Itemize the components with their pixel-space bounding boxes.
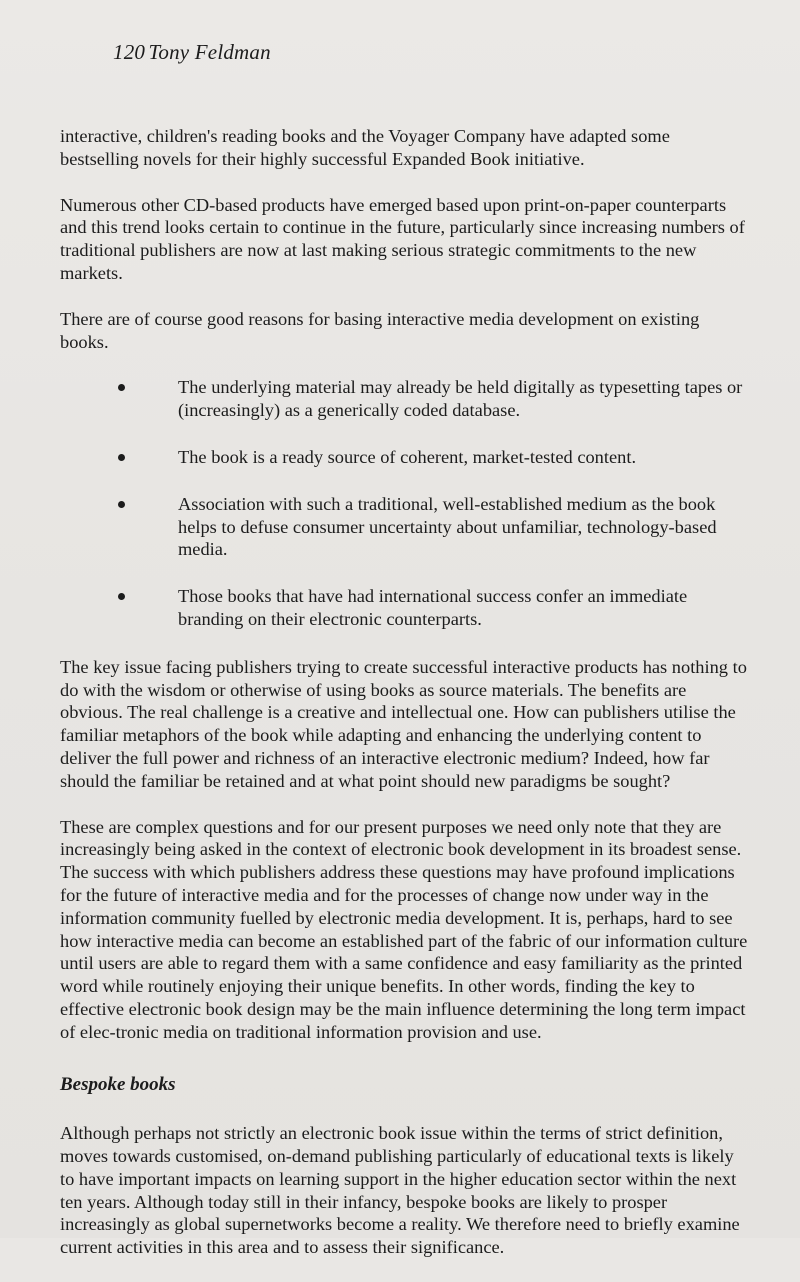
bullet-dot-icon xyxy=(118,454,125,461)
bullet-text: The underlying material may already be held digitally as typesetting tapes or (increasingly) as a generically coded database. xyxy=(178,377,743,421)
bullet-text: Association with such a traditional, well-established medium as the book helps to defuse consumer uncertainty about unfamiliar, technology-based media. xyxy=(178,493,717,560)
bullet-text: The book is a ready source of coherent, market-tested content. xyxy=(178,446,637,467)
paragraph: Numerous other CD-based products have emerged based upon print-on-paper counterparts and this trend looks certain to continue in the future, particularly since increasing numbers of traditional publishers are now at last making serious strategic commitments to the new markets. xyxy=(60,194,745,283)
paragraph: The key issue facing publishers trying to create successful interactive products has nothing to do with the wisdom or otherwise of using books as source materials. The benefits are obvious. The real challenge is a creative and intellectual one. How can publishers utilise the familiar metaphors of the book while adapting and enhancing the underlying content to deliver the full power and richness of an interactive electronic medium? Indeed, how far should the familiar be retained and at what point should new paradigms be sought? xyxy=(60,656,747,791)
paragraph: There are of course good reasons for basing interactive media development on existing books. xyxy=(60,308,700,352)
section-heading: Bespoke books xyxy=(60,1073,176,1095)
running-header xyxy=(113,40,271,65)
bullet-item xyxy=(60,376,750,422)
paragraph: These are complex questions and for our present purposes we need only note that they are increasingly being asked in the context of electronic book development in its broadest sense. The success with which publishers address these questions may have profound implications for the future of interactive media and for the processes of change now under way in the information community fuelled by electronic media development. It is, perhaps, hard to see how interactive media can become an established part of the fabric of our information culture until users are able to regard them with a same confidence and easy familiarity as the printed word while routinely enjoying their unique benefits. In other words, finding the key to effective electronic book design may be the main influence determining the long term impact of elec-tronic media on traditional information provision and use. xyxy=(60,816,748,1042)
page-number: 120 xyxy=(113,40,146,64)
bullet-dot-icon xyxy=(118,501,125,508)
bullet-item xyxy=(60,585,750,631)
paragraph: interactive, children's reading books and the Voyager Company have adapted some bestselling novels for their highly successful Expanded Book initiative. xyxy=(60,126,670,169)
bullet-item xyxy=(60,493,750,561)
bullet-dot-icon xyxy=(118,593,125,600)
paragraph: Although perhaps not strictly an electronic book issue within the terms of strict definition, moves towards customised, on-demand publishing particularly of educational texts is likely to have important impacts on learning support in the higher education sector within the next ten years. Although today still in their infancy, bespoke books are likely to prosper increasingly as global supernetworks become a reality. We therefore need to briefly examine current activities in this area and to assess their significance. xyxy=(60,1123,740,1258)
bullet-dot-icon xyxy=(118,384,125,391)
bullet-text: Those books that have had international success confer an immediate branding on their electronic counterparts. xyxy=(178,586,688,629)
body-text xyxy=(60,125,750,1282)
bullet-item xyxy=(60,446,750,469)
running-title-author: Tony Feldman xyxy=(148,40,271,64)
bullet-list xyxy=(60,376,750,630)
